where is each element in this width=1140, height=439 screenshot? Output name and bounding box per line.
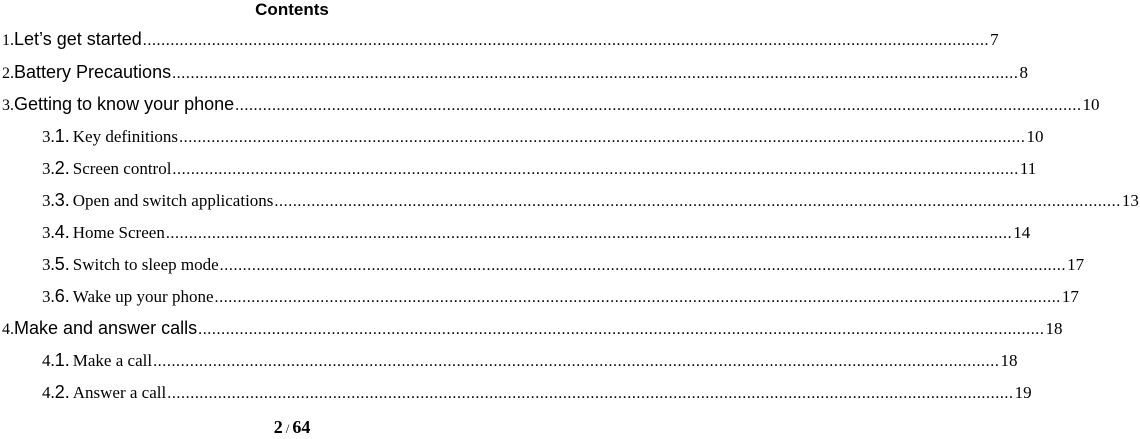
dot-leader [215, 289, 1061, 307]
toc-entry-page: 8 [1019, 63, 1028, 82]
toc-entry-number: 4.2. [42, 382, 70, 402]
dot-leader [166, 225, 1012, 243]
toc-entry-page: 19 [1014, 383, 1032, 402]
toc-entry-label: Home Screen [72, 223, 165, 242]
toc-entry-label: Answer a call [72, 383, 167, 402]
toc-entry-label: Make a call [72, 351, 153, 370]
toc-entry-page: 10 [1026, 127, 1044, 146]
toc-entry-page: 13 [1121, 191, 1139, 210]
toc-entry-number: 3. [2, 97, 14, 114]
toc-entry-label: Key definitions [72, 127, 179, 146]
toc-entry-number: 4.1. [42, 350, 70, 370]
page-separator: / [285, 421, 290, 436]
toc-entry-label: Make and answer calls [14, 318, 198, 338]
dot-leader [179, 129, 1025, 147]
total-page-count: 64 [292, 417, 311, 437]
toc-entry-page: 17 [1067, 255, 1085, 274]
toc-entry-label: Screen control [72, 159, 172, 178]
dot-leader [172, 65, 1018, 83]
toc-entry-number: 3.1. [42, 126, 70, 146]
toc-entry-page: 17 [1061, 287, 1079, 306]
toc-entry-page: 11 [1019, 159, 1037, 178]
toc-entry-battery-precautions[interactable] [0, 62, 1028, 84]
toc-entry-answer-a-call[interactable] [0, 382, 1032, 404]
dot-leader [274, 193, 1120, 211]
toc-entry-page: 14 [1013, 223, 1031, 242]
toc-entry-number: 3.3. [42, 190, 70, 210]
toc-entry-number: 3.2. [42, 158, 70, 178]
page-title: Contents [255, 0, 329, 19]
toc-entry-label: Open and switch applications [72, 191, 274, 210]
toc-entry-page: 10 [1082, 95, 1100, 114]
toc-entry-number: 3.4. [42, 222, 70, 242]
current-page-number: 2 [273, 417, 283, 437]
dot-leader [235, 97, 1081, 115]
page-number-footer [0, 417, 584, 439]
toc-entry-getting-to-know-your-phone[interactable] [0, 94, 1100, 116]
toc-entry-make-a-call[interactable] [0, 350, 1018, 372]
toc-entry-number: 3.5. [42, 254, 70, 274]
toc-entry-wake-up-your-phone[interactable] [0, 286, 1079, 308]
toc-entry-label: Let’s get started [14, 29, 142, 49]
dot-leader [143, 32, 989, 50]
toc-entry-key-definitions[interactable] [0, 126, 1044, 148]
toc-entry-make-and-answer-calls[interactable] [0, 318, 1063, 340]
toc-entry-number: 2. [2, 65, 14, 82]
toc-entry-label: Switch to sleep mode [72, 255, 219, 274]
toc-entry-switch-to-sleep-mode[interactable] [0, 254, 1085, 276]
toc-entry-page: 18 [1000, 351, 1018, 370]
dot-leader [198, 321, 1044, 339]
dot-leader [220, 257, 1066, 275]
toc-entry-page: 7 [990, 30, 999, 49]
dot-leader [172, 161, 1018, 179]
toc-entry-number: 3.6. [42, 286, 70, 306]
toc-entry-lets-get-started[interactable] [0, 29, 999, 51]
toc-entry-label: Battery Precautions [14, 62, 172, 82]
toc-entry-label: Getting to know your phone [14, 94, 235, 114]
toc-entry-number: 1. [2, 32, 14, 49]
dot-leader [167, 385, 1013, 403]
toc-entry-screen-control[interactable] [0, 158, 1037, 180]
toc-entry-open-and-switch-applications[interactable] [0, 190, 1139, 212]
toc-entry-home-screen[interactable] [0, 222, 1031, 244]
toc-entry-number: 4. [2, 321, 14, 338]
toc-entry-label: Wake up your phone [72, 287, 214, 306]
dot-leader [153, 353, 999, 371]
toc-entry-page: 18 [1045, 319, 1063, 338]
